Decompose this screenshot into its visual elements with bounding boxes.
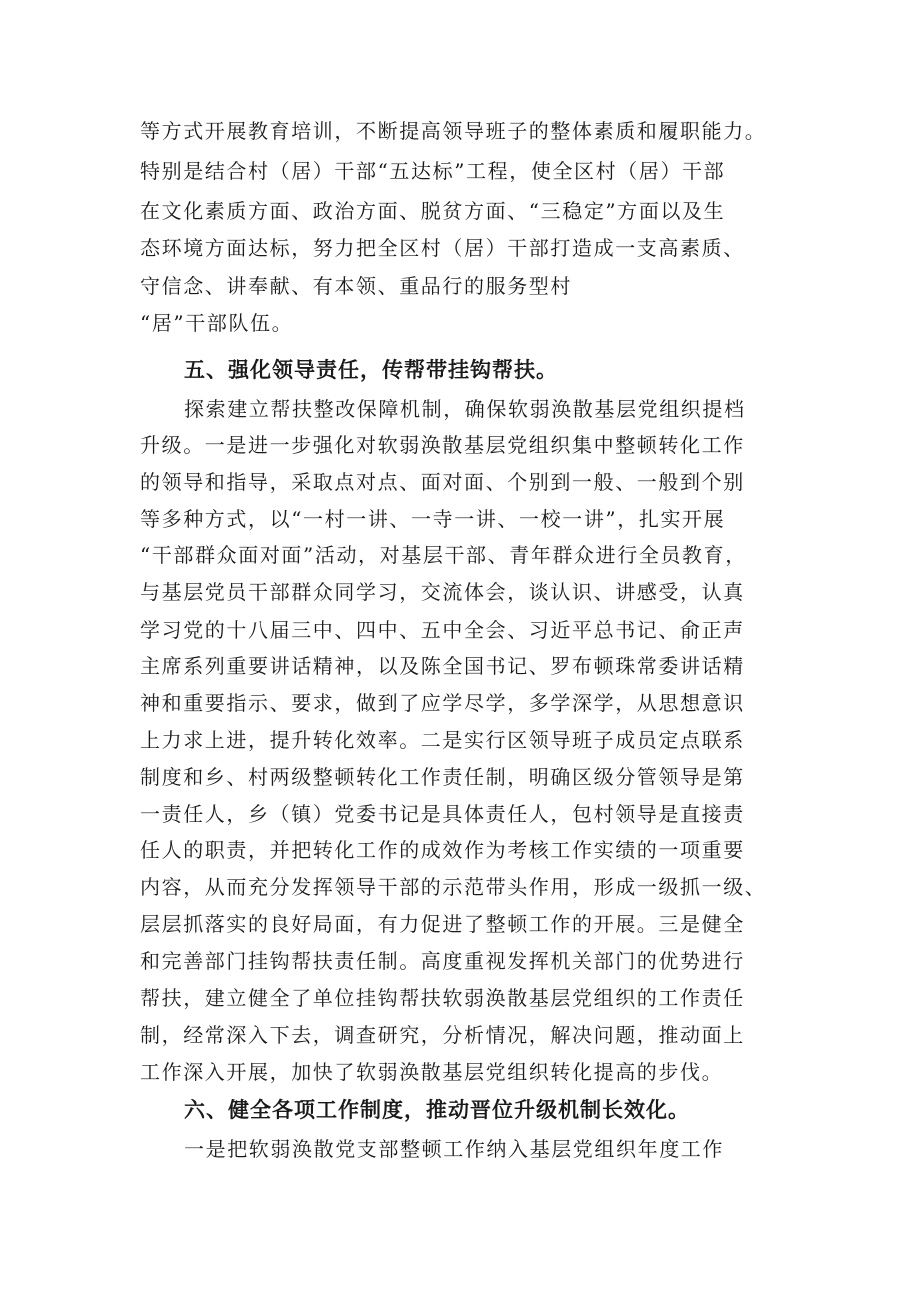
body-line: 的领导和指导，采取点对点、面对面、个别到一般、一般到个别 [140,470,745,494]
body-line: “居”干部队伍。 [140,311,294,335]
body-line: 制，经常深入下去，调查研究，分析情况，解决问题，推动面上 [140,1023,745,1047]
body-line: 制度和乡、村两级整顿转化工作责任制，明确区级分管领导是第 [140,765,745,789]
body-line: 一责任人，乡（镇）党委书记是具体责任人，包村领导是直接责 [140,802,745,826]
body-line: 在文化素质方面、政治方面、脱贫方面、“三稳定”方面以及生 [140,199,726,223]
body-line: 探索建立帮扶整改保障机制，确保软弱涣散基层党组织提档 [184,397,746,421]
body-line: 态环境方面达标，努力把全区村（居）干部打造成一支高素质、 [140,236,745,260]
body-line: 工作深入开展，加快了软弱涣散基层党组织转化提高的步伐。 [140,1060,724,1084]
body-line: 主席系列重要讲话精神，以及陈全国书记、罗布顿珠常委讲话精 [140,654,745,678]
body-line: 神和重要指示、要求，做到了应学尽学，多学深学，从思想意识 [140,691,745,715]
body-line: 特别是结合村（居）干部“五达标”工程，使全区村（居）干部 [140,159,726,183]
body-line: 和完善部门挂钩帮扶责任制。高度重视发挥机关部门的优势进行 [140,949,745,973]
body-line: 升级。一是进一步强化对软弱涣散基层党组织集中整顿转化工作 [140,433,745,457]
body-line: 与基层党员干部群众同学习，交流体会，谈认识、讲感受，认真 [140,580,745,604]
body-line: 帮扶，建立健全了单位挂钩帮扶软弱涣散基层党组织的工作责任 [140,986,745,1010]
body-line: 等多种方式，以“一村一讲、一寺一讲、一校一讲”，扎实开展 [140,507,726,531]
body-line: 等方式开展教育培训，不断提高领导班子的整体素质和履职能力。 [140,119,767,143]
body-line: 层层抓落实的良好局面，有力促进了整顿工作的开展。三是健全 [140,912,745,936]
body-line: 学习党的十八届三中、四中、五中全会、习近平总书记、俞正声 [140,618,745,642]
section-heading-6: 六、健全各项工作制度，推动晋位升级机制长效化。 [184,1098,690,1122]
body-line: “干部群众面对面”活动，对基层干部、青年群众进行全员教育， [140,543,747,567]
body-line: 一是把软弱涣散党支部整顿工作纳入基层党组织年度工作 [184,1137,724,1161]
body-line: 守信念、讲奉献、有本领、重品行的服务型村 [140,274,572,298]
section-heading-5: 五、强化领导责任，传帮带挂钩帮扶。 [184,358,558,382]
body-line: 上力求上进，提升转化效率。二是实行区领导班子成员定点联系 [140,728,745,752]
body-line: 任人的职责，并把转化工作的成效作为考核工作实绩的一项重要 [140,838,745,862]
body-line: 内容，从而充分发挥领导干部的示范带头作用，形成一级抓一级、 [140,875,767,899]
